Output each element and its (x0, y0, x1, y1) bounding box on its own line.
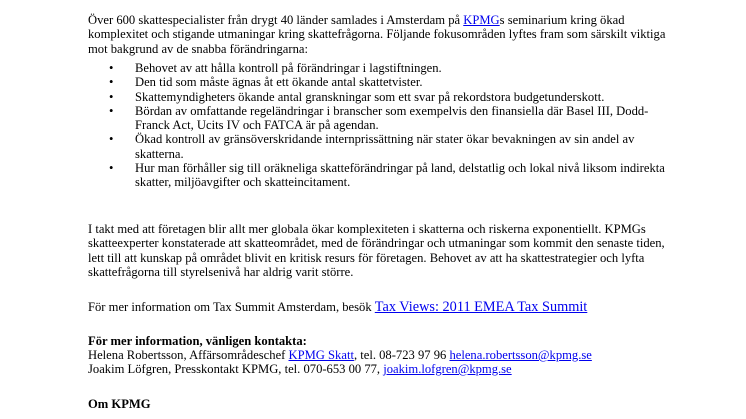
list-item-text: Behovet av att hålla kontroll på förändringar i lagstiftningen. (135, 61, 442, 75)
list-item-text: Ökad kontroll av gränsöverskridande internprissättning när stater ökar bevakningen av sin andel av skatterna. (135, 132, 635, 161)
complexity-paragraph: I takt med att företagen blir allt mer globala ökar komplexiteten i skatterna och riskerna exponentiellt. KPMGs skatteexperter konstaterade att skatteområdet, med de förändringar och utmaningar som kommit den senaste tiden, lett till att kunskap på området blivit en kritisk resurs för företagen. Behovet av att ha skattestrategier och lyfta skattefrågorna till styrelsenivå har aldrig varit större. (88, 222, 665, 279)
list-item (88, 61, 678, 75)
contact-line-helena (88, 348, 678, 362)
contact-helena-phone: , tel. 08-723 97 96 (353, 348, 450, 362)
bullet-icon: • (109, 89, 114, 104)
bullet-icon: • (109, 103, 114, 118)
more-info-text: För mer information om Tax Summit Amsterdam, besök (88, 300, 375, 314)
list-item (88, 90, 678, 104)
contact-helena-prefix: Helena Robertsson, Affärsområdeschef (88, 348, 289, 362)
intro-paragraph (88, 13, 678, 56)
helena-email-link[interactable]: helena.robertsson@kpmg.se (449, 348, 592, 362)
bullet-icon: • (109, 132, 114, 147)
kpmg-link[interactable]: KPMG (463, 13, 500, 27)
list-item (88, 104, 678, 133)
list-item (88, 132, 678, 161)
list-item (88, 161, 678, 190)
about-kpmg-heading: Om KPMG (88, 397, 151, 411)
list-item-text: Skattemyndigheters ökande antal granskningar som ett svar på rekordstora budgetunderskott. (135, 89, 605, 104)
bullet-icon: • (109, 75, 114, 90)
contact-joakim-prefix: Joakim Löfgren, Presskontakt KPMG, tel. 070-653 00 77, (88, 362, 384, 376)
contact-heading: För mer information, vänligen kontakta: (88, 334, 307, 348)
list-item-text: Hur man förhåller sig till oräkneliga skatteförändringar på land, delstatlig och lokal nivå liksom indirekta skatter, miljöavgifter och skatteincitament. (135, 161, 665, 190)
intro-text-part1: Över 600 skattespecialister från drygt 40 länder samlades i Amsterdam på (88, 13, 464, 27)
bullet-icon: • (109, 161, 114, 176)
contact-line-joakim (88, 362, 678, 376)
focus-areas-list (88, 61, 678, 190)
joakim-email-link[interactable]: joakim.lofgren@kpmg.se (383, 362, 512, 376)
intro-text-part2: s seminarium kring ökad komplexitet och stigande utmaningar kring skattefrågorna. Följande fokusområden lyftes fram som särskilt viktiga mot bakgrund av de snabba förändringarna: (88, 13, 666, 56)
kpmg-skatt-link[interactable]: KPMG Skatt (288, 348, 354, 362)
more-info-paragraph (88, 300, 678, 314)
list-item-text: Bördan av omfattande regeländringar i branscher som exempelvis den finansiella där Basel III, Dodd-Franck Act, Ucits IV och FATCA är på agendan. (135, 103, 649, 133)
bullet-icon: • (109, 61, 114, 75)
list-item (88, 75, 678, 89)
list-item-text: Den tid som måste ägnas åt ett ökande antal skattetvister. (135, 75, 423, 90)
tax-summit-link[interactable]: Tax Views: 2011 EMEA Tax Summit (374, 299, 588, 315)
